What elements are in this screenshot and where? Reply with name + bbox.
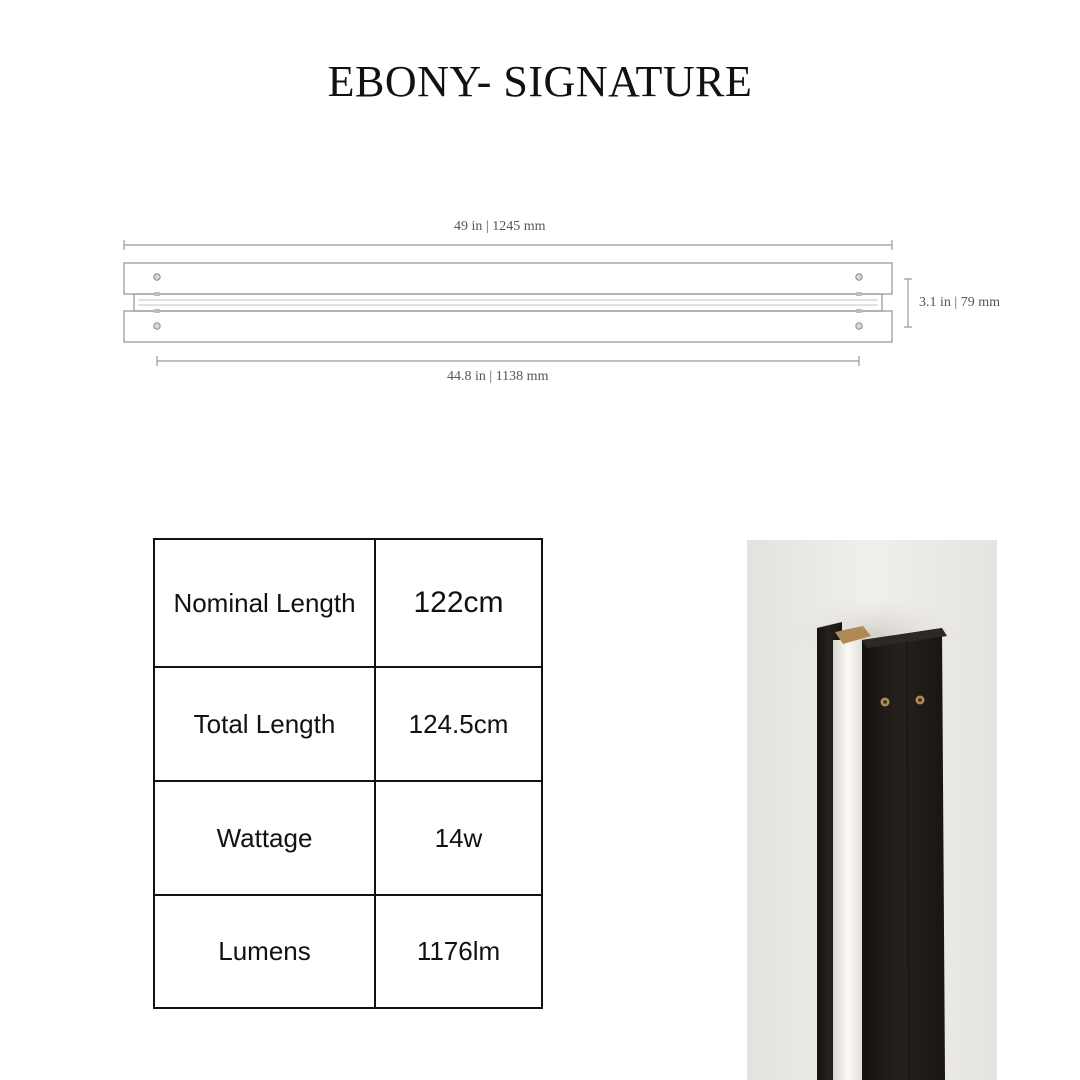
mount-length-dimension-line xyxy=(157,356,859,366)
spec-value: 122cm xyxy=(375,539,542,667)
fixture-light-strip xyxy=(833,640,863,1080)
table-row xyxy=(154,895,542,1008)
height-dimension-line xyxy=(904,279,912,327)
table-row xyxy=(154,781,542,895)
spec-value: 14w xyxy=(375,781,542,895)
height-label: 3.1 in | 79 mm xyxy=(919,295,1000,310)
spec-label: Lumens xyxy=(154,895,375,1008)
spec-table xyxy=(153,538,543,1009)
product-photo xyxy=(747,540,997,1080)
page-title: EBONY- SIGNATURE xyxy=(327,57,753,106)
fixture-front-rail xyxy=(862,628,945,1080)
table-row xyxy=(154,667,542,781)
spec-label: Total Length xyxy=(154,667,375,781)
screw-icon xyxy=(154,274,160,280)
total-length-dimension-line xyxy=(124,240,892,250)
screw-icon xyxy=(154,323,160,329)
total-length-label: 49 in | 1245 mm xyxy=(454,219,546,234)
spec-label: Nominal Length xyxy=(154,539,375,667)
mount-length-label: 44.8 in | 1138 mm xyxy=(447,369,549,384)
mounting-screws xyxy=(154,274,862,329)
spec-value: 1176lm xyxy=(375,895,542,1008)
fixture-outline xyxy=(124,263,892,342)
dimension-drawing xyxy=(0,0,1080,420)
screw-icon xyxy=(856,274,862,280)
spec-value: 124.5cm xyxy=(375,667,542,781)
table-row xyxy=(154,539,542,667)
spec-label: Wattage xyxy=(154,781,375,895)
screw-icon xyxy=(856,323,862,329)
